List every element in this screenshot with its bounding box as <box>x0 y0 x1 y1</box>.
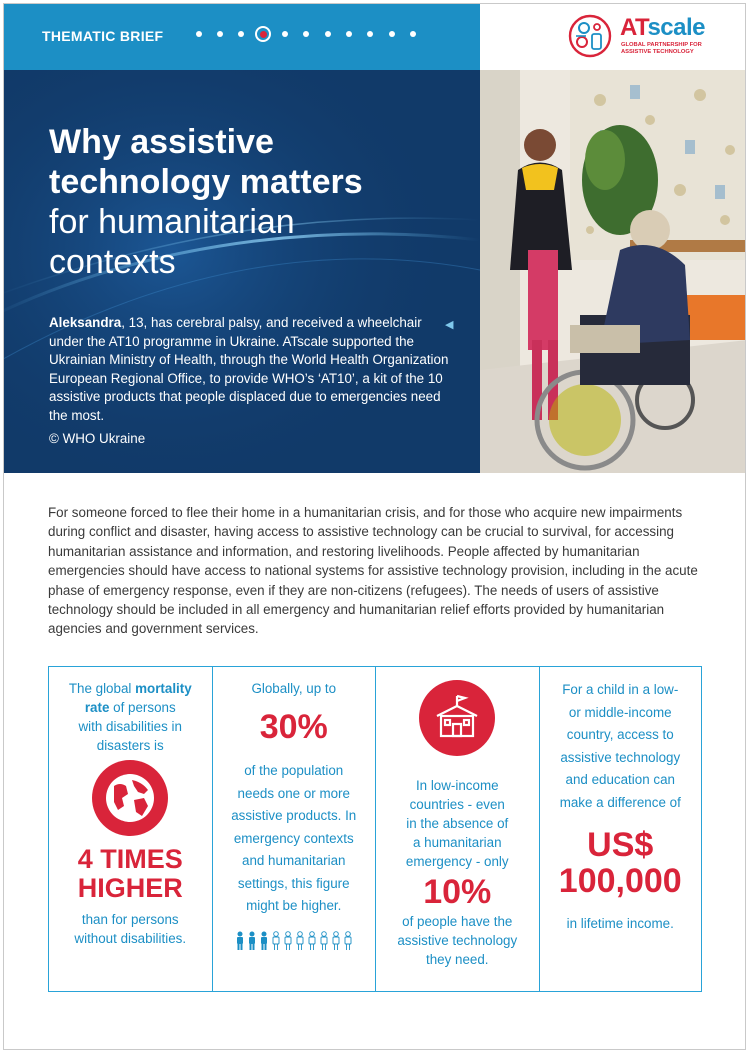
text-line: assistive products. In <box>231 808 357 823</box>
logo-wordmark-scale: scale <box>647 14 705 41</box>
text-line <box>49 698 212 717</box>
progress-dot-active <box>255 26 271 42</box>
text-line: with disabilities in <box>78 719 182 734</box>
text-line: a humanitarian <box>412 835 502 850</box>
progress-dot <box>346 31 352 37</box>
stat-need-intro: Globally, up to <box>251 681 337 696</box>
caption-pointer-icon: ◀ <box>445 319 454 331</box>
title-line: for humanitarian <box>49 203 295 241</box>
page-progress-dots <box>188 26 424 42</box>
title-line: technology matters <box>49 163 363 201</box>
text-line: of the population <box>244 763 344 778</box>
header-bar <box>4 4 480 70</box>
caption-name: Aleksandra <box>49 315 122 330</box>
atscale-logo <box>480 4 746 70</box>
text-line: and humanitarian <box>242 853 346 868</box>
text-span: of persons <box>109 700 176 715</box>
text-line: assistive technology <box>560 749 681 765</box>
emphasis-text: rate <box>84 700 110 715</box>
text-line: or middle-income <box>568 704 672 720</box>
text-line: needs one or more <box>237 785 350 801</box>
stat-mortality-intro <box>49 679 212 755</box>
caption-text: , 13, has cerebral palsy, and received a wheelchair under the AT10 programme in Ukraine. ATscale supported the Ukrainian Ministry of Health, through the World Health Organization European Regional Office, to provide WHO’s ‘AT10’, a kit of the 10 assistive products that people displaced due to emergencies need the most. <box>49 315 449 423</box>
stat-mortality-value <box>49 845 212 903</box>
value-line: US$ <box>587 826 654 864</box>
text-line: than for persons <box>81 912 179 927</box>
progress-dot <box>389 31 395 37</box>
stat-access <box>376 667 540 991</box>
hero-panel <box>4 70 480 473</box>
text-line: in the absence of <box>406 816 509 831</box>
title-line: contexts <box>49 243 176 281</box>
text-line <box>49 679 212 698</box>
text-line: make a difference of <box>559 794 681 810</box>
text-line: emergency - only <box>405 854 509 869</box>
hero-photo <box>480 70 746 473</box>
people-icons <box>235 931 355 951</box>
atscale-logo-icon <box>568 14 612 58</box>
stat-access-after <box>376 912 539 969</box>
photo-illustration <box>480 70 746 473</box>
text-line: emergency contexts <box>233 830 354 846</box>
globe-icon <box>92 760 168 836</box>
stat-income-value <box>540 827 702 899</box>
text-line: they need. <box>425 952 489 967</box>
text-line: of people have the <box>402 914 513 929</box>
stat-access-value: 10% <box>423 873 492 911</box>
text-line: settings, this figure <box>237 875 350 891</box>
stat-income <box>540 667 702 991</box>
brief-page <box>3 3 746 1050</box>
progress-dot <box>238 31 244 37</box>
photo-credit: © WHO Ukraine <box>49 431 146 446</box>
emphasis-text: mortality <box>135 681 192 696</box>
value-line: 4 TIMES <box>77 844 183 874</box>
stat-income-after: in lifetime income. <box>566 916 674 931</box>
logo-tagline-line: GLOBAL PARTNERSHIP FOR <box>621 42 702 48</box>
text-line: disasters is <box>96 738 164 753</box>
stats-grid <box>48 666 702 992</box>
stat-mortality-after <box>49 910 212 948</box>
progress-dot <box>325 31 331 37</box>
value-line: 100,000 <box>558 862 682 900</box>
text-line: countries - even <box>409 797 505 812</box>
photo-caption <box>49 314 449 426</box>
stat-need-value: 30% <box>259 708 328 746</box>
text-line: and education can <box>565 772 675 787</box>
stat-income-intro <box>540 679 702 814</box>
stat-need <box>213 667 377 991</box>
logo-wordmark <box>620 14 705 42</box>
text-span: The global <box>68 681 132 696</box>
text-line: country, access to <box>566 727 674 742</box>
stat-mortality <box>49 667 213 991</box>
text-line: In low-income <box>415 778 499 793</box>
logo-tagline <box>621 42 711 56</box>
progress-dot <box>303 31 309 37</box>
value-line: HIGHER <box>77 873 183 903</box>
progress-dot <box>217 31 223 37</box>
page-title <box>49 122 469 282</box>
text-line: without disabilities. <box>74 931 187 946</box>
school-building-icon <box>419 680 495 756</box>
title-line: Why assistive <box>49 123 274 161</box>
people-row-icon <box>235 931 355 951</box>
progress-dot <box>367 31 373 37</box>
text-line: For a child in a low- <box>562 682 679 697</box>
text-line: might be higher. <box>246 898 342 913</box>
progress-dot <box>410 31 416 37</box>
intro-paragraph: For someone forced to flee their home in a humanitarian crisis, and for those who acquire new impairments during conflict and disaster, having access to assistive technology can be crucial to survival, for accessing humanitarian assistance and information, and restoring livelihoods. People affected by humanitarian emergencies should have access to national systems for assistive technology provision, including in the acute phase of emergency response, even if they are non-citizens (refugees). The needs of users of assistive technology should be included in all emergency and humanitarian relief efforts provided by humanitarian agencies and government services. <box>48 505 698 637</box>
progress-dot <box>282 31 288 37</box>
stat-need-text <box>213 760 376 918</box>
text-line: assistive technology <box>397 933 518 948</box>
brief-label: THEMATIC BRIEF <box>42 28 164 44</box>
logo-wordmark-at: AT <box>620 14 648 41</box>
logo-tagline-line: ASSISTIVE TECHNOLOGY <box>621 49 694 55</box>
stat-access-intro <box>376 776 539 871</box>
progress-dot <box>196 31 202 37</box>
